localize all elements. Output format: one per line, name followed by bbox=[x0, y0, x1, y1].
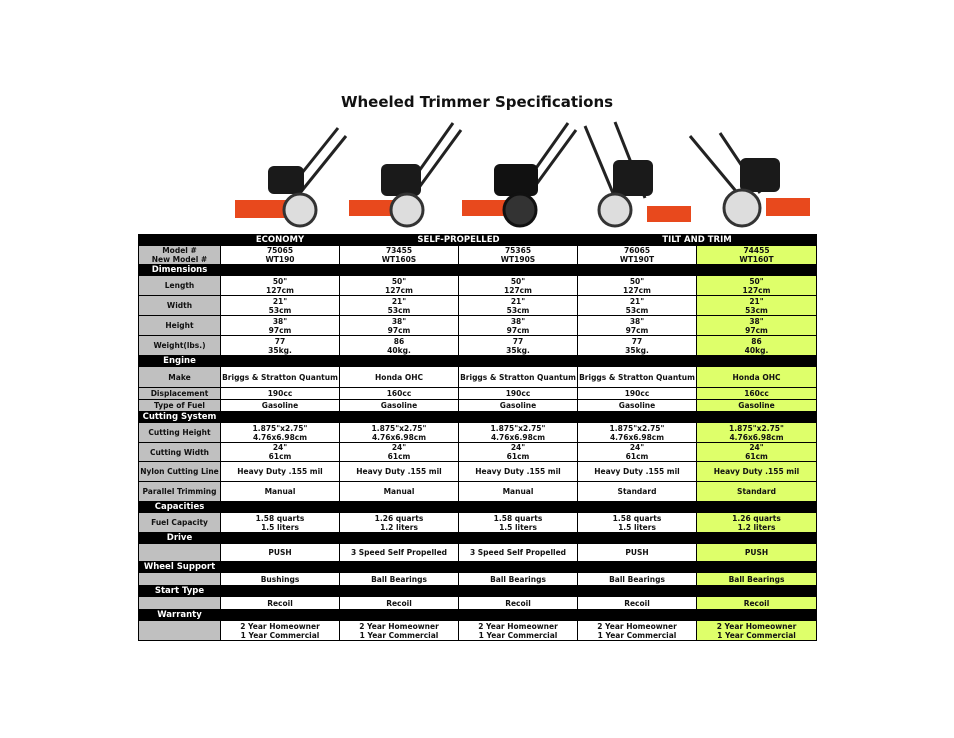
spec-value-line: 61cm bbox=[268, 452, 292, 461]
spec-cell bbox=[578, 316, 697, 336]
spec-value-line: 77 bbox=[631, 336, 643, 346]
section-title: Wheel Support bbox=[139, 562, 221, 573]
spec-cell: Gasoline bbox=[459, 400, 578, 412]
trimmer-image-wt190t bbox=[575, 118, 695, 230]
spec-cell: Manual bbox=[459, 482, 578, 502]
spec-cell bbox=[459, 513, 578, 533]
spec-cell: PUSH bbox=[221, 544, 340, 562]
row-nylon bbox=[139, 462, 817, 482]
spec-value-line: 127cm bbox=[385, 285, 413, 295]
spec-value-line: 1.5 liters bbox=[261, 522, 299, 532]
spec-cell bbox=[221, 276, 340, 296]
spec-value-line: 77 bbox=[274, 336, 286, 346]
trimmer-image-wt190s bbox=[460, 118, 580, 230]
row-label bbox=[139, 544, 221, 562]
spec-value-line: 61cm bbox=[745, 452, 768, 461]
spec-value-line: 50" bbox=[749, 276, 764, 286]
spec-cell: Manual bbox=[340, 482, 459, 502]
spec-cell bbox=[221, 513, 340, 533]
section-start bbox=[139, 586, 817, 597]
spec-value-line: 127cm bbox=[266, 285, 294, 295]
spec-cell: Gasoline bbox=[697, 400, 817, 412]
spec-value-line: 1.875"x2.75" bbox=[252, 423, 308, 433]
row-weight bbox=[139, 336, 817, 356]
spec-cell: Recoil bbox=[459, 597, 578, 610]
section-title: Capacities bbox=[139, 502, 221, 513]
spec-value-line: 2 Year Homeowner bbox=[716, 621, 797, 631]
spec-cell bbox=[459, 296, 578, 316]
row-cut-width bbox=[139, 443, 817, 462]
spec-value-line: 2 Year Homeowner bbox=[478, 621, 558, 631]
section-title: Dimensions bbox=[139, 265, 221, 276]
spec-cell: Standard bbox=[578, 482, 697, 502]
spec-value-line: 1.5 liters bbox=[499, 522, 537, 532]
section-engine bbox=[139, 356, 817, 367]
spec-cell bbox=[340, 296, 459, 316]
row-cut-height bbox=[139, 423, 817, 443]
model-cell: 76065 WT190T bbox=[578, 246, 697, 265]
spec-value-line: 38" bbox=[749, 316, 764, 326]
section-title: Engine bbox=[139, 356, 221, 367]
spec-cell: Gasoline bbox=[221, 400, 340, 412]
spec-cell: 190cc bbox=[578, 388, 697, 400]
spec-value-line: 4.76x6.98cm bbox=[490, 432, 546, 442]
spec-cell: Recoil bbox=[340, 597, 459, 610]
section-bar bbox=[221, 412, 817, 423]
spec-value-line: 24" bbox=[629, 443, 645, 452]
section-drive bbox=[139, 533, 817, 544]
section-bar bbox=[221, 356, 817, 367]
row-height bbox=[139, 316, 817, 336]
spec-value-line: 21" bbox=[510, 296, 526, 306]
spec-cell bbox=[340, 443, 459, 462]
spec-cell bbox=[578, 443, 697, 462]
spec-value-line: 35kg. bbox=[506, 345, 530, 355]
group-tilt-trim: TILT AND TRIM bbox=[578, 235, 817, 246]
spec-value-line: 40kg. bbox=[744, 345, 769, 355]
spec-cell: Heavy Duty .155 mil bbox=[221, 462, 340, 482]
spec-value-line: 24" bbox=[391, 443, 407, 452]
spec-value-line: 50" bbox=[272, 276, 288, 286]
spec-cell bbox=[697, 513, 817, 533]
spec-cell: Recoil bbox=[221, 597, 340, 610]
spec-value-line: 38" bbox=[629, 316, 645, 326]
spec-value-line: 21" bbox=[272, 296, 288, 306]
spec-value-line: 97cm bbox=[268, 325, 292, 335]
row-label: Displacement bbox=[139, 388, 221, 400]
spec-cell bbox=[340, 423, 459, 443]
spec-value-line: 38" bbox=[272, 316, 288, 326]
spec-cell: 190cc bbox=[459, 388, 578, 400]
spec-cell: Recoil bbox=[578, 597, 697, 610]
row-label: Make bbox=[139, 367, 221, 388]
spec-cell: Honda OHC bbox=[340, 367, 459, 388]
spec-value-line: 2 Year Homeowner bbox=[597, 621, 677, 631]
section-cutting bbox=[139, 412, 817, 423]
spec-value-line: 53cm bbox=[387, 305, 411, 315]
row-width bbox=[139, 296, 817, 316]
spec-cell: 160cc bbox=[340, 388, 459, 400]
spec-value-line: 1.875"x2.75" bbox=[490, 423, 546, 433]
spec-value-line: 1 Year Commercial bbox=[717, 630, 796, 640]
spec-cell bbox=[459, 443, 578, 462]
spec-cell bbox=[697, 423, 817, 443]
spec-cell: Briggs & Stratton Quantum bbox=[578, 367, 697, 388]
spec-value-line: 1 Year Commercial bbox=[597, 630, 677, 640]
spec-cell bbox=[578, 296, 697, 316]
spec-cell: 160cc bbox=[697, 388, 817, 400]
trimmer-image-wt160t bbox=[680, 118, 820, 230]
group-header-row bbox=[139, 235, 817, 246]
row-label: Height bbox=[139, 316, 221, 336]
spec-value-line: 24" bbox=[749, 443, 764, 452]
spec-cell bbox=[221, 621, 340, 641]
spec-value-line: 61cm bbox=[387, 452, 411, 461]
spec-cell: Ball Bearings bbox=[459, 573, 578, 586]
row-label bbox=[139, 573, 221, 586]
spec-value-line: 127cm bbox=[623, 285, 651, 295]
spec-cell: Honda OHC bbox=[697, 367, 817, 388]
row-label bbox=[139, 597, 221, 610]
spec-value-line: 1 Year Commercial bbox=[478, 630, 558, 640]
spec-cell bbox=[697, 276, 817, 296]
spec-value-line: 1.26 quarts bbox=[374, 513, 424, 523]
spec-cell bbox=[340, 621, 459, 641]
row-label: Cutting Height bbox=[139, 423, 221, 443]
spec-value-line: 50" bbox=[629, 276, 645, 286]
row-length bbox=[139, 276, 817, 296]
group-self-propelled: SELF-PROPELLED bbox=[340, 235, 578, 246]
section-bar bbox=[221, 586, 817, 597]
spec-value-line: 2 Year Homeowner bbox=[240, 621, 320, 631]
spec-cell bbox=[459, 423, 578, 443]
spec-value-line: 35kg. bbox=[268, 345, 292, 355]
spec-cell bbox=[697, 621, 817, 641]
spec-value-line: 53cm bbox=[745, 305, 768, 315]
row-displacement bbox=[139, 388, 817, 400]
spec-value-line: 4.76x6.98cm bbox=[371, 432, 427, 442]
spec-cell bbox=[459, 621, 578, 641]
spec-cell bbox=[221, 443, 340, 462]
spec-cell bbox=[578, 513, 697, 533]
spec-cell: PUSH bbox=[697, 544, 817, 562]
spec-cell bbox=[459, 336, 578, 356]
spec-value-line: 1 Year Commercial bbox=[359, 630, 439, 640]
spec-value-line: 1.875"x2.75" bbox=[371, 423, 427, 433]
spec-cell bbox=[578, 276, 697, 296]
spec-value-line: 40kg. bbox=[387, 345, 411, 355]
row-wheel bbox=[139, 573, 817, 586]
spec-value-line: 1.58 quarts bbox=[612, 513, 662, 523]
row-label: Weight(lbs.) bbox=[139, 336, 221, 356]
spec-value-line: 24" bbox=[272, 443, 288, 452]
spec-cell: Ball Bearings bbox=[340, 573, 459, 586]
row-label: Cutting Width bbox=[139, 443, 221, 462]
spec-value-line: 97cm bbox=[506, 325, 530, 335]
row-label: Fuel Capacity bbox=[139, 513, 221, 533]
row-label: Width bbox=[139, 296, 221, 316]
section-capacities bbox=[139, 502, 817, 513]
spec-value-line: 2 Year Homeowner bbox=[359, 621, 439, 631]
row-label bbox=[139, 621, 221, 641]
spec-value-line: 21" bbox=[391, 296, 407, 306]
spec-value-line: 1.2 liters bbox=[737, 522, 776, 532]
spec-value-line: 1 Year Commercial bbox=[240, 630, 320, 640]
spec-cell bbox=[697, 443, 817, 462]
spec-cell bbox=[459, 316, 578, 336]
spec-value-line: 24" bbox=[510, 443, 526, 452]
spec-cell: Heavy Duty .155 mil bbox=[340, 462, 459, 482]
spec-value-line: 97cm bbox=[745, 325, 768, 335]
section-bar bbox=[221, 265, 817, 276]
spec-cell bbox=[578, 621, 697, 641]
spec-cell bbox=[340, 336, 459, 356]
spec-value-line: 1.58 quarts bbox=[255, 513, 305, 523]
row-fuel bbox=[139, 400, 817, 412]
spec-value-line: 97cm bbox=[387, 325, 411, 335]
trimmer-image-wt160s bbox=[345, 118, 465, 230]
spec-cell: Ball Bearings bbox=[697, 573, 817, 586]
row-start bbox=[139, 597, 817, 610]
product-photos bbox=[225, 118, 825, 236]
spec-cell: Bushings bbox=[221, 573, 340, 586]
section-title: Drive bbox=[139, 533, 221, 544]
spec-cell bbox=[340, 276, 459, 296]
spec-cell: Heavy Duty .155 mil bbox=[459, 462, 578, 482]
trimmer-image-wt190 bbox=[230, 118, 350, 230]
spec-value-line: 50" bbox=[391, 276, 407, 286]
spec-value-line: 38" bbox=[391, 316, 407, 326]
spec-value-line: 53cm bbox=[268, 305, 292, 315]
spec-value-line: 127cm bbox=[504, 285, 532, 295]
spec-value-line: 1.875"x2.75" bbox=[609, 423, 665, 433]
row-parallel bbox=[139, 482, 817, 502]
spec-cell: PUSH bbox=[578, 544, 697, 562]
section-bar bbox=[221, 502, 817, 513]
spec-value-line: 127cm bbox=[742, 285, 771, 295]
section-warranty bbox=[139, 610, 817, 621]
group-economy: ECONOMY bbox=[221, 235, 340, 246]
spec-cell bbox=[697, 336, 817, 356]
spec-cell bbox=[697, 296, 817, 316]
spec-cell bbox=[459, 276, 578, 296]
spec-cell bbox=[340, 513, 459, 533]
spec-value-line: 21" bbox=[749, 296, 764, 306]
spec-value-line: 1.2 liters bbox=[380, 522, 418, 532]
spec-value-line: 1.5 liters bbox=[618, 522, 656, 532]
section-title: Cutting System bbox=[139, 412, 221, 423]
spec-cell: Standard bbox=[697, 482, 817, 502]
spec-value-line: 4.76x6.98cm bbox=[609, 432, 665, 442]
spec-value-line: 1.58 quarts bbox=[493, 513, 543, 523]
spec-value-line: 21" bbox=[629, 296, 645, 306]
spec-cell bbox=[221, 423, 340, 443]
model-label-cell: Model # New Model # bbox=[139, 246, 221, 265]
spec-value-line: 53cm bbox=[506, 305, 530, 315]
row-label: Length bbox=[139, 276, 221, 296]
row-fuel-capacity bbox=[139, 513, 817, 533]
spec-cell: Gasoline bbox=[340, 400, 459, 412]
spec-cell: Ball Bearings bbox=[578, 573, 697, 586]
spec-cell bbox=[340, 316, 459, 336]
section-dimensions bbox=[139, 265, 817, 276]
spec-cell: 3 Speed Self Propelled bbox=[340, 544, 459, 562]
row-warranty bbox=[139, 621, 817, 641]
spec-value-line: 86 bbox=[751, 336, 762, 346]
page-title: Wheeled Trimmer Specifications bbox=[340, 93, 614, 111]
model-cell: 75365 WT190S bbox=[459, 246, 578, 265]
spec-value-line: 61cm bbox=[625, 452, 649, 461]
section-bar bbox=[221, 562, 817, 573]
section-wheel bbox=[139, 562, 817, 573]
section-title: Start Type bbox=[139, 586, 221, 597]
spec-value-line: 53cm bbox=[625, 305, 649, 315]
spec-value-line: 77 bbox=[512, 336, 524, 346]
spec-cell: Heavy Duty .155 mil bbox=[578, 462, 697, 482]
section-title: Warranty bbox=[139, 610, 221, 621]
spec-value-line: 1.875"x2.75" bbox=[729, 423, 784, 433]
section-bar bbox=[221, 610, 817, 621]
section-bar bbox=[221, 533, 817, 544]
spec-value-line: 1.26 quarts bbox=[732, 513, 781, 523]
spec-table bbox=[138, 234, 817, 641]
spec-cell: Briggs & Stratton Quantum bbox=[221, 367, 340, 388]
spec-cell: 190cc bbox=[221, 388, 340, 400]
model-cell: 75065 WT190 bbox=[221, 246, 340, 265]
spec-value-line: 50" bbox=[510, 276, 526, 286]
spec-cell: Recoil bbox=[697, 597, 817, 610]
model-cell-highlighted: 74455 WT160T bbox=[697, 246, 817, 265]
spec-cell bbox=[578, 423, 697, 443]
spec-cell bbox=[221, 296, 340, 316]
spec-value-line: 61cm bbox=[506, 452, 530, 461]
spec-cell bbox=[578, 336, 697, 356]
spec-value-line: 97cm bbox=[625, 325, 649, 335]
spec-cell bbox=[221, 336, 340, 356]
row-label: Parallel Trimming bbox=[139, 482, 221, 502]
spec-cell bbox=[697, 316, 817, 336]
spec-cell: Heavy Duty .155 mil bbox=[697, 462, 817, 482]
model-cell: 73455 WT160S bbox=[340, 246, 459, 265]
spec-value-line: 35kg. bbox=[625, 345, 649, 355]
spec-cell: Manual bbox=[221, 482, 340, 502]
row-label: Nylon Cutting Line bbox=[139, 462, 221, 482]
spec-value-line: 4.76x6.98cm bbox=[252, 432, 308, 442]
spec-value-line: 86 bbox=[393, 336, 405, 346]
model-row bbox=[139, 246, 817, 265]
spec-cell: 3 Speed Self Propelled bbox=[459, 544, 578, 562]
row-make bbox=[139, 367, 817, 388]
row-label: Type of Fuel bbox=[139, 400, 221, 412]
row-drive bbox=[139, 544, 817, 562]
spec-cell: Gasoline bbox=[578, 400, 697, 412]
spec-cell bbox=[221, 316, 340, 336]
spec-value-line: 38" bbox=[510, 316, 526, 326]
spec-value-line: 4.76x6.98cm bbox=[729, 432, 784, 442]
spec-cell: Briggs & Stratton Quantum bbox=[459, 367, 578, 388]
